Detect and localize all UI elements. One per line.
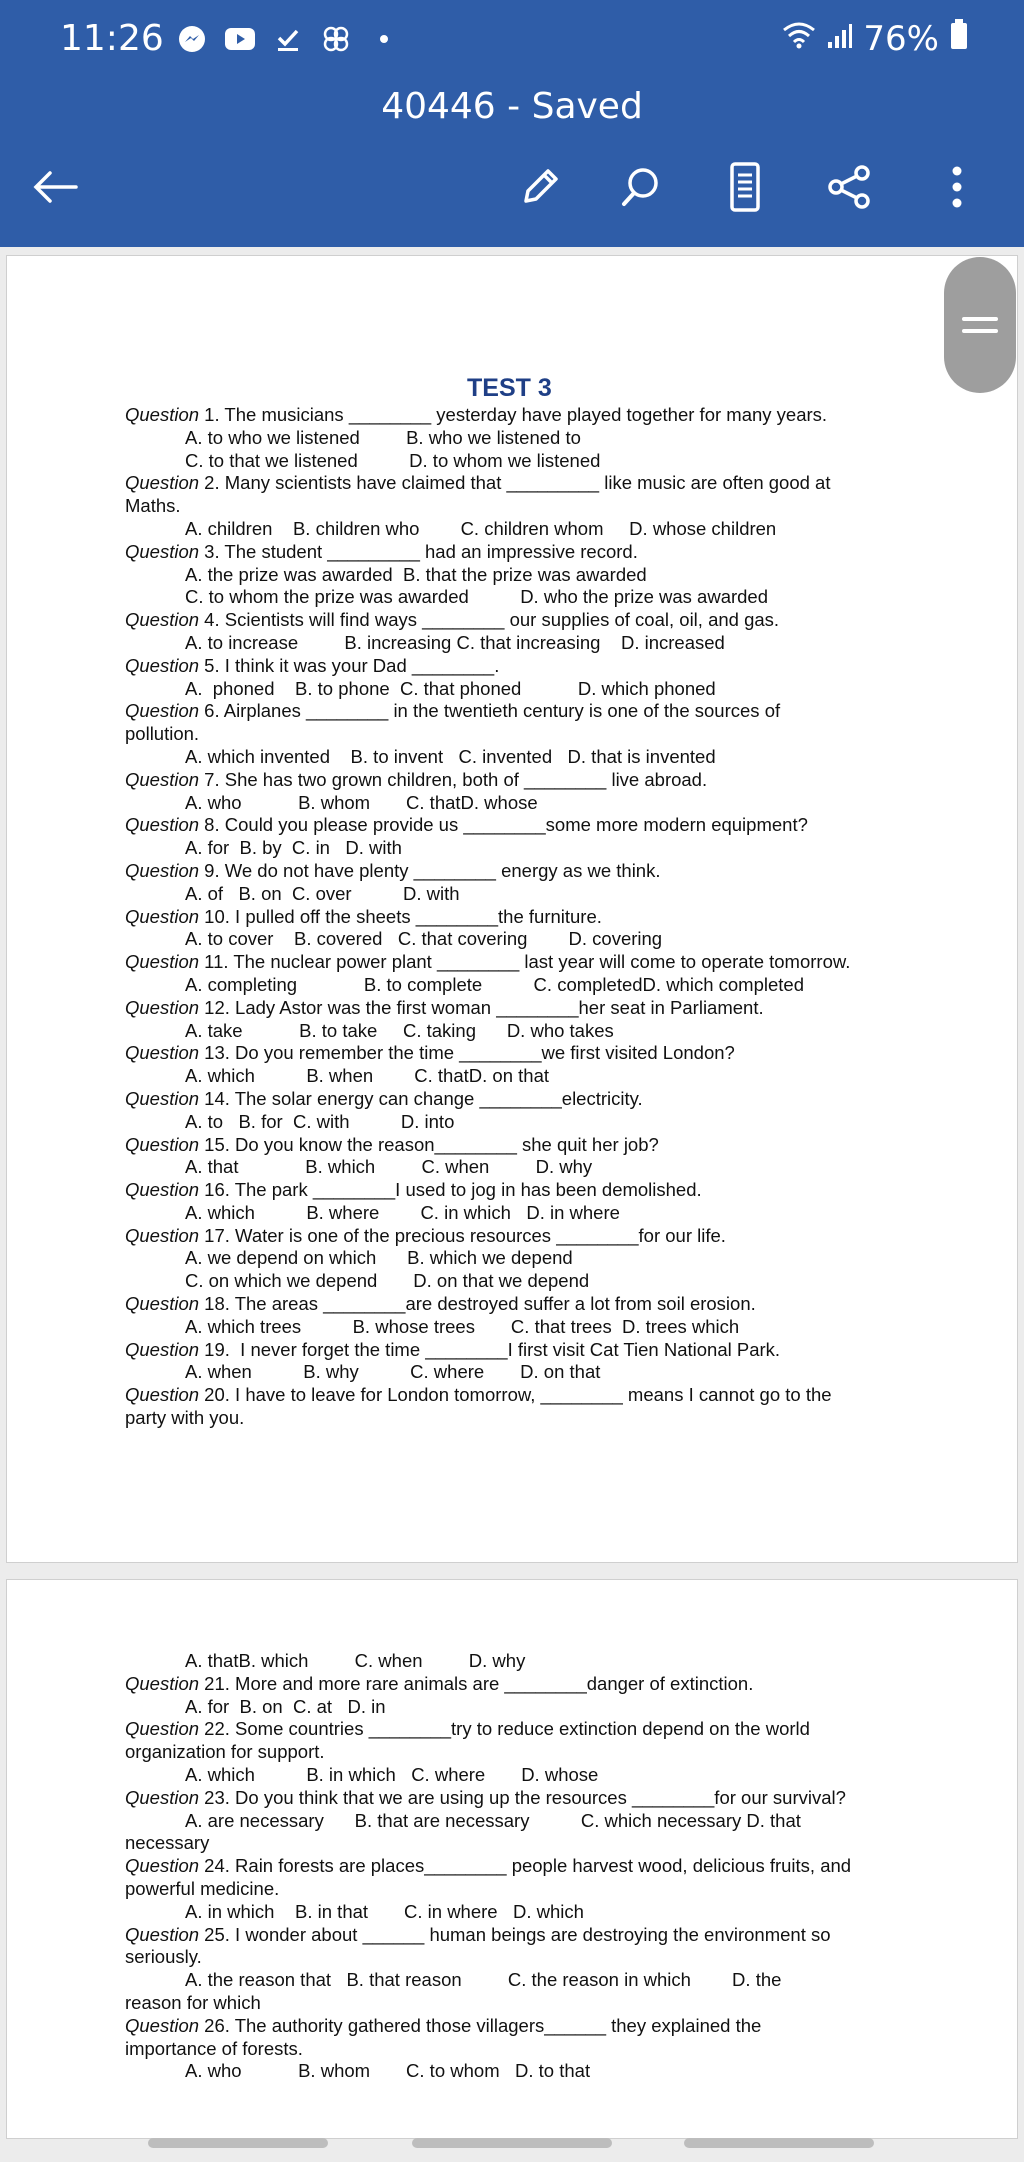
page-1 xyxy=(6,255,1018,1563)
question-text: 20. I have to leave for London tomorrow, ________ means I cannot go to the xyxy=(199,1384,832,1406)
answer-options: C. on which we depend D. on that we depend xyxy=(185,1270,590,1292)
question-text: 24. Rain forests are places________ people harvest wood, delicious fruits, and xyxy=(199,1855,852,1877)
question-text: 3. The student _________ had an impressive record. xyxy=(199,540,638,562)
answer-options: A. the reason that B. that reason C. the reason in which D. the xyxy=(185,1969,782,1991)
question-line xyxy=(125,1924,925,1947)
back-button[interactable] xyxy=(20,152,90,222)
status-right xyxy=(781,18,969,59)
question-label: Question xyxy=(125,1923,200,1945)
wifi-icon xyxy=(781,19,817,59)
answer-options: A. when B. why C. where D. on that xyxy=(185,1361,601,1383)
question-line xyxy=(125,997,925,1020)
question-line xyxy=(125,700,925,723)
continuation-line: Maths. xyxy=(125,495,181,517)
answer-options: C. to that we listened D. to whom we listened xyxy=(185,449,601,471)
continuation-line: importance of forests. xyxy=(125,2037,303,2059)
back-arrow-icon xyxy=(30,167,80,207)
question-text: 14. The solar energy can change ________electricity. xyxy=(199,1087,643,1109)
search-icon xyxy=(617,163,665,211)
search-button[interactable] xyxy=(606,152,676,222)
question-text: 26. The authority gathered those villagers______ they explained the xyxy=(199,2014,762,2036)
continuation-line: powerful medicine. xyxy=(125,1877,280,1899)
more-options-icon xyxy=(947,162,967,212)
question-line xyxy=(125,1225,925,1248)
question-line xyxy=(125,1787,925,1810)
status-bar xyxy=(0,0,1024,82)
edit-button[interactable] xyxy=(505,152,575,222)
question-text: 10. I pulled off the sheets ________the furniture. xyxy=(199,905,602,927)
continuation-line: reason for which xyxy=(125,1991,261,2013)
question-text: 9. We do not have plenty ________ energy as we think. xyxy=(199,859,661,881)
question-line xyxy=(125,951,925,974)
question-line xyxy=(125,1088,925,1111)
question-line xyxy=(125,1293,925,1316)
question-label: Question xyxy=(125,1338,200,1360)
question-label: Question xyxy=(125,1293,200,1315)
question-line xyxy=(125,1179,925,1202)
question-line xyxy=(125,404,925,427)
question-label: Question xyxy=(125,814,200,836)
answer-options: A. phoned B. to phone C. that phoned D. which phoned xyxy=(185,677,716,699)
question-text: 18. The areas ________are destroyed suffer a lot from soil erosion. xyxy=(199,1293,756,1315)
app-toolbar xyxy=(0,82,1024,247)
signal-icon xyxy=(827,19,853,59)
question-text: 1. The musicians ________ yesterday have played together for many years. xyxy=(199,404,828,425)
more-options-button[interactable] xyxy=(922,152,992,222)
continuation-line: seriously. xyxy=(125,1946,202,1968)
answer-options: A. for B. on C. at D. in xyxy=(185,1695,386,1717)
question-label: Question xyxy=(125,996,200,1018)
question-line xyxy=(125,1339,925,1362)
document-title: 40446 - Saved xyxy=(381,86,643,127)
question-label: Question xyxy=(125,404,200,425)
question-text: 12. Lady Astor was the first woman ________her seat in Parliament. xyxy=(199,996,764,1018)
answer-options: A. who B. whom C. to whom D. to that xyxy=(185,2060,591,2082)
answer-options: A. are necessary B. that are necessary C. which necessary D. that xyxy=(185,1809,801,1831)
question-label: Question xyxy=(125,1786,200,1808)
answer-options: A. take B. to take C. taking D. who takes xyxy=(185,1019,614,1041)
question-text: 7. She has two grown children, both of ________ live abroad. xyxy=(199,768,708,790)
answer-options: A. that B. which C. when D. why xyxy=(185,1156,593,1178)
question-label: Question xyxy=(125,540,200,562)
pencil-icon xyxy=(516,163,564,211)
question-text: 5. I think it was your Dad ________. xyxy=(199,654,500,676)
answer-options: C. to whom the prize was awarded D. who the prize was awarded xyxy=(185,586,769,608)
question-line xyxy=(125,609,925,632)
answer-options: A. which invented B. to invent C. invented D. that is invented xyxy=(185,745,716,767)
share-button[interactable] xyxy=(814,152,884,222)
dot-icon xyxy=(367,22,401,56)
question-label: Question xyxy=(125,654,200,676)
answer-options: A. to cover B. covered C. that covering D. covering xyxy=(185,928,663,950)
question-text: 19. I never forget the time ________I first visit Cat Tien National Park. xyxy=(199,1338,781,1360)
answer-options: A. of B. on C. over D. with xyxy=(185,882,460,904)
answer-options: A. which trees B. whose trees C. that trees D. trees which xyxy=(185,1315,740,1337)
share-icon xyxy=(824,162,874,212)
question-line xyxy=(125,1134,925,1157)
nav-recents-pill[interactable] xyxy=(684,2138,874,2148)
answer-options: A. completing B. to complete C. completedD. which completed xyxy=(185,973,804,995)
question-line xyxy=(125,1718,925,1741)
question-line xyxy=(125,814,925,837)
question-text: 2. Many scientists have claimed that _________ like music are often good at xyxy=(199,472,831,494)
question-text: 25. I wonder about ______ human beings are destroying the environment so xyxy=(199,1923,831,1945)
question-text: 4. Scientists will find ways ________ our supplies of coal, oil, and gas. xyxy=(199,609,780,631)
answer-options: A. children B. children who C. children whom D. whose children xyxy=(185,517,777,539)
question-text: 16. The park ________I used to jog in has been demolished. xyxy=(199,1179,702,1201)
page-2-text xyxy=(125,1650,925,2083)
question-text: 8. Could you please provide us ________some more modern equipment? xyxy=(199,814,808,836)
question-line xyxy=(125,472,925,495)
question-line xyxy=(125,1673,925,1696)
answer-options: A. which B. in which C. where D. whose xyxy=(185,1763,599,1785)
answer-options: A. we depend on which B. which we depend xyxy=(185,1247,573,1269)
answer-options: A. which B. when C. thatD. on that xyxy=(185,1065,549,1087)
question-label: Question xyxy=(125,700,200,722)
question-label: Question xyxy=(125,951,200,973)
question-text: 17. Water is one of the precious resources ________for our life. xyxy=(199,1224,726,1246)
pinwheel-icon xyxy=(319,22,353,56)
document-viewer[interactable] xyxy=(0,247,1024,2162)
question-line xyxy=(125,769,925,792)
mobile-view-button[interactable] xyxy=(710,152,780,222)
test-title: TEST 3 xyxy=(467,374,552,402)
question-label: Question xyxy=(125,905,200,927)
answer-options: A. for B. by C. in D. with xyxy=(185,837,402,859)
status-time: 11:26 xyxy=(60,18,164,59)
question-text: 21. More and more rare animals are ________danger of extinction. xyxy=(199,1672,754,1694)
answer-options: A. who B. whom C. thatD. whose xyxy=(185,791,538,813)
continuation-line: necessary xyxy=(125,1832,210,1854)
battery-icon xyxy=(949,18,969,59)
question-text: 11. The nuclear power plant ________ last year will come to operate tomorrow. xyxy=(199,951,851,973)
answer-options: A. to increase B. increasing C. that increasing D. increased xyxy=(185,631,725,653)
question-label: Question xyxy=(125,1672,200,1694)
page-2 xyxy=(6,1579,1018,2139)
page-1-text xyxy=(125,404,925,1430)
question-text: 6. Airplanes ________ in the twentieth century is one of the sources of xyxy=(199,700,781,722)
question-line xyxy=(125,906,925,929)
question-line xyxy=(125,1855,925,1878)
question-label: Question xyxy=(125,1133,200,1155)
question-label: Question xyxy=(125,609,200,631)
question-line xyxy=(125,655,925,678)
question-label: Question xyxy=(125,1042,200,1064)
question-label: Question xyxy=(125,859,200,881)
answer-options: A. to who we listened B. who we listened to xyxy=(185,426,581,448)
download-done-icon xyxy=(271,22,305,56)
question-label: Question xyxy=(125,768,200,790)
answer-options: A. thatB. which C. when D. why xyxy=(185,1650,526,1671)
question-label: Question xyxy=(125,1179,200,1201)
question-label: Question xyxy=(125,1087,200,1109)
question-text: 13. Do you remember the time ________we first visited London? xyxy=(199,1042,735,1064)
drag-handle-icon xyxy=(960,310,1000,340)
question-line xyxy=(125,2015,925,2038)
question-label: Question xyxy=(125,1855,200,1877)
answer-options: A. the prize was awarded B. that the prize was awarded xyxy=(185,563,647,585)
nav-back-pill[interactable] xyxy=(148,2138,328,2148)
notification-icons xyxy=(175,22,401,56)
question-label: Question xyxy=(125,2014,200,2036)
continuation-line: organization for support. xyxy=(125,1741,325,1763)
continuation-line: pollution. xyxy=(125,723,200,745)
youtube-icon xyxy=(223,22,257,56)
answer-options: A. which B. where C. in which D. in where xyxy=(185,1201,620,1223)
answer-options: A. to B. for C. with D. into xyxy=(185,1110,455,1132)
question-label: Question xyxy=(125,1224,200,1246)
answer-options: A. in which B. in that C. in where D. which xyxy=(185,1900,584,1922)
nav-home-pill[interactable] xyxy=(412,2138,612,2148)
scroll-handle[interactable] xyxy=(944,257,1016,393)
question-text: 22. Some countries ________try to reduce extinction depend on the world xyxy=(199,1718,810,1740)
question-line xyxy=(125,860,925,883)
question-label: Question xyxy=(125,1384,200,1406)
question-line xyxy=(125,1042,925,1065)
continuation-line: party with you. xyxy=(125,1407,245,1429)
question-label: Question xyxy=(125,472,200,494)
battery-percent: 76% xyxy=(863,18,939,59)
mobile-view-icon xyxy=(725,161,765,213)
question-text: 23. Do you think that we are using up the resources ________for our survival? xyxy=(199,1786,846,1808)
question-line xyxy=(125,541,925,564)
question-line xyxy=(125,1384,925,1407)
question-label: Question xyxy=(125,1718,200,1740)
messenger-icon xyxy=(175,22,209,56)
question-text: 15. Do you know the reason________ she quit her job? xyxy=(199,1133,659,1155)
